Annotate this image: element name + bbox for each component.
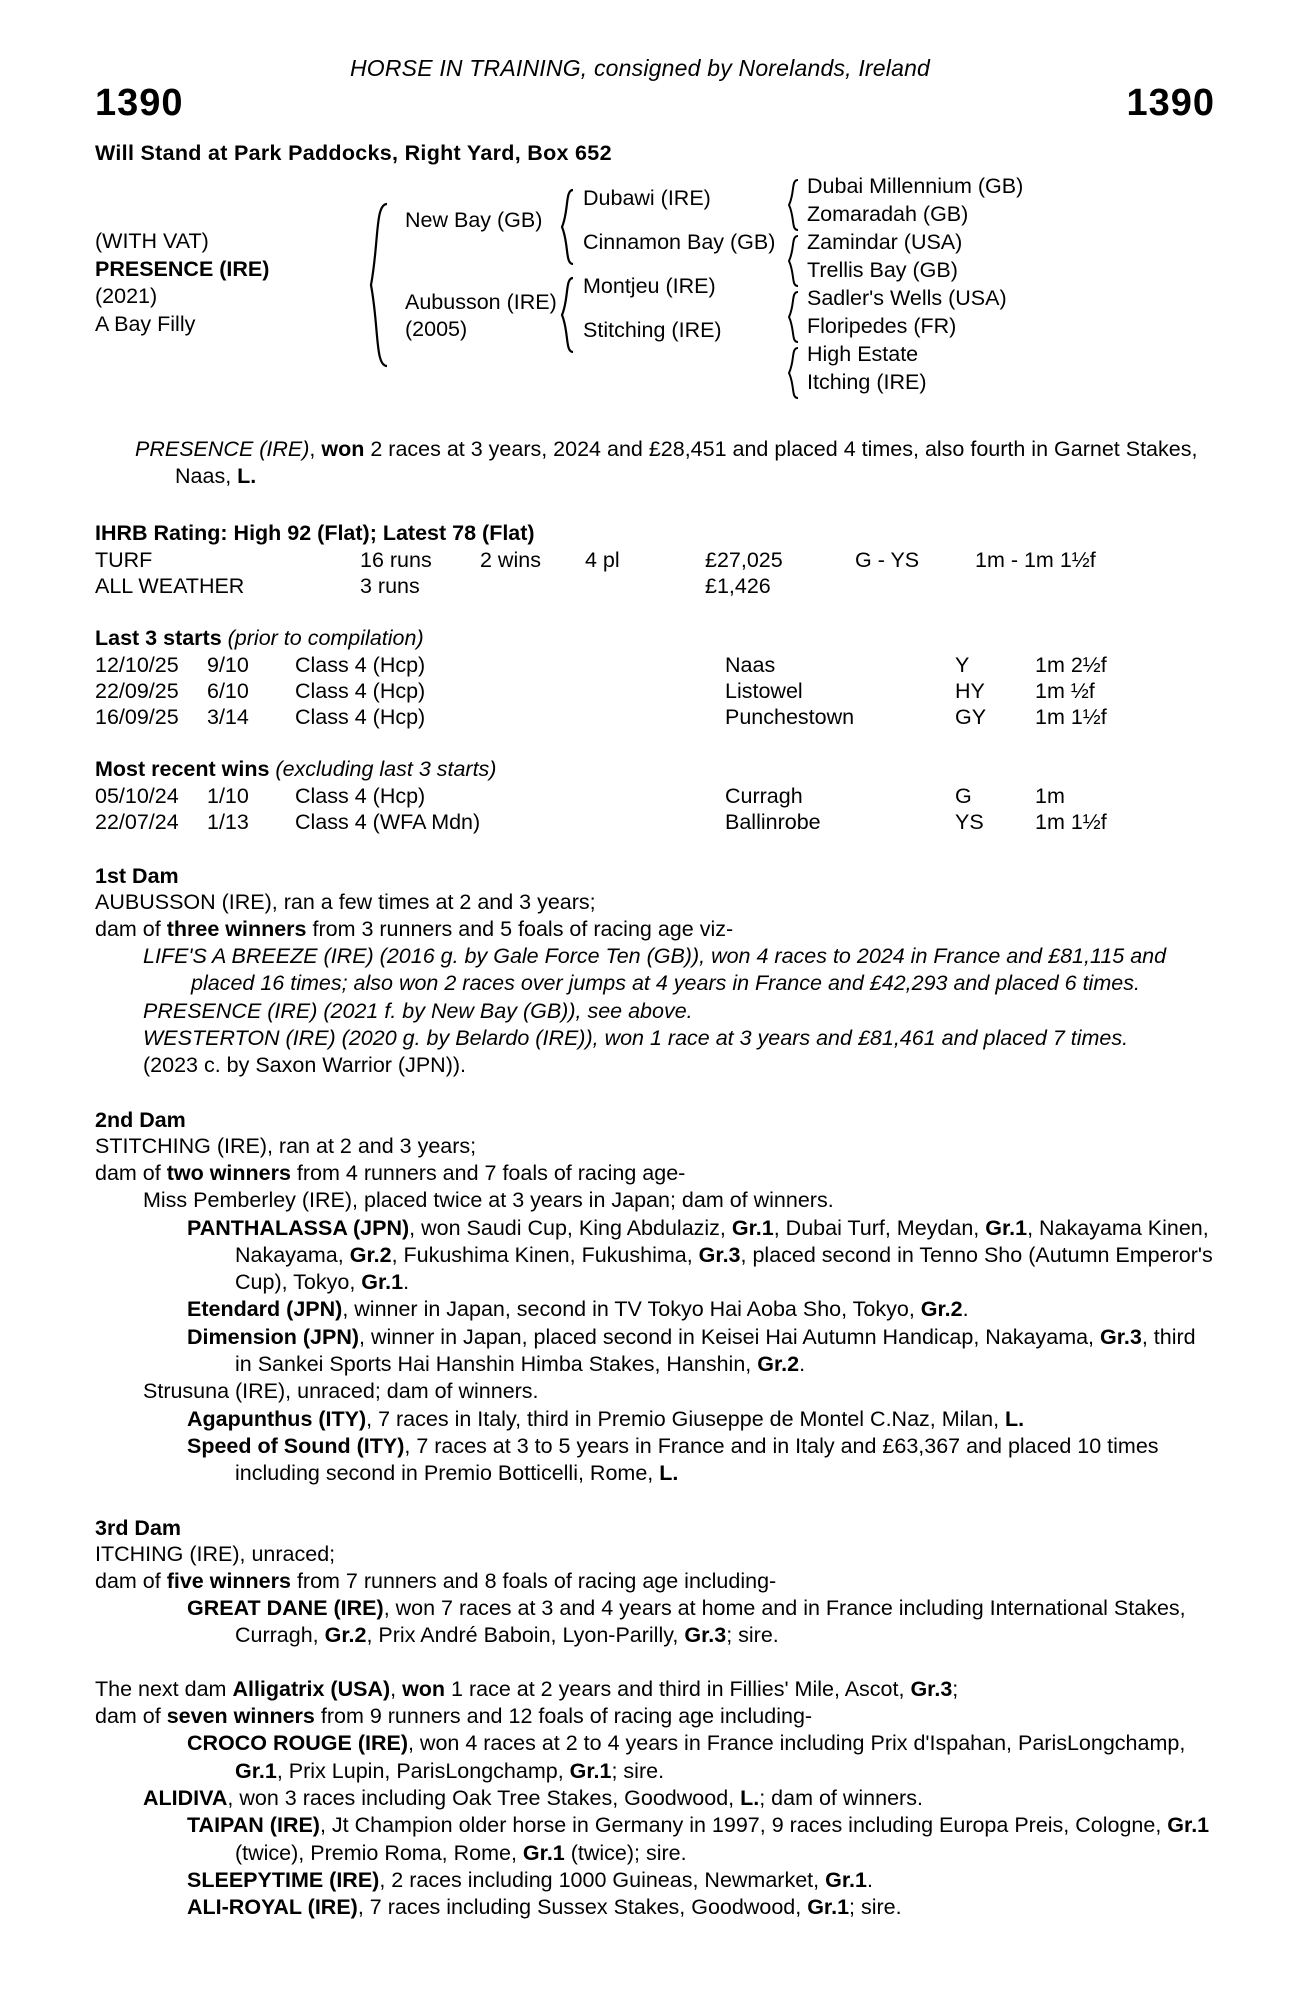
consignor-line: HORSE IN TRAINING, consigned by Norelands, Ireland [349, 55, 931, 81]
damof-post: from 4 runners and 7 foals of racing age- [290, 1160, 686, 1185]
stand-location: Will Stand at Park Paddocks, Right Yard, Box 652 [95, 141, 612, 165]
stat-earnings: £27,025 [705, 547, 783, 572]
third-dam-heading: 3rd Dam [95, 1515, 182, 1540]
summary-listed-flag: L. [237, 464, 257, 489]
vat-note: (WITH VAT) [95, 229, 209, 253]
progeny-entry [187, 1433, 1215, 1488]
brace-g4-3 [785, 290, 801, 344]
progeny-entry: Strusuna (IRE), unraced; dam of winners. [143, 1379, 539, 1404]
recent-wins-heading [95, 757, 1215, 782]
win-class: Class 4 (Hcp) [295, 783, 426, 808]
brace-g4-2 [785, 234, 801, 288]
progeny-entry [187, 1406, 1215, 1433]
g4-ancestor: Trellis Bay (GB) [807, 258, 958, 282]
table-row [95, 653, 1215, 679]
progeny-entry [187, 1296, 1215, 1323]
g4-ancestor: Itching (IRE) [807, 370, 927, 394]
damof-post: from 7 runners and 8 foals of racing age including- [290, 1568, 777, 1593]
horse-name: PRESENCE (IRE) [95, 256, 270, 281]
progeny-entry: LIFE'S A BREEZE (IRE) (2016 g. by Gale Force Ten (GB)), won 4 races to 2024 in France and £81,115 and placed 16 times; also won 2 races over jumps at 4 years in France and £42,293 and placed 6 times. [143, 944, 1167, 996]
win-class: Class 4 (WFA Mdn) [295, 809, 481, 834]
next-dam-sep: , [390, 1676, 403, 1701]
progeny-entry: (2023 c. by Saxon Warrior (JPN)). [143, 1053, 466, 1078]
stat-surface: TURF [95, 547, 153, 572]
last-three-starts-heading [95, 626, 1215, 651]
brace-sire [557, 188, 577, 266]
g4-ancestor: Zamindar (USA) [807, 230, 963, 254]
summary-text: 2 races at 3 years, 2024 and £28,451 and placed 4 times, also fourth in [364, 437, 1049, 461]
dam-sire: Montjeu (IRE) [583, 274, 716, 298]
progeny-entry [187, 1894, 1215, 1921]
first-dam-damof [95, 916, 1215, 943]
stat-placed [585, 574, 705, 600]
start-going: Y [955, 652, 970, 677]
second-dam-heading: 2nd Dam [95, 1107, 186, 1132]
stat-wins [480, 574, 585, 600]
stat-runs: 3 runs [360, 573, 420, 598]
start-class: Class 4 (Hcp) [295, 678, 426, 703]
start-distance: 1m ½f [1035, 678, 1095, 703]
dam-dam: Stitching (IRE) [583, 318, 722, 342]
progeny-entry [187, 1867, 1215, 1894]
start-course: Punchestown [725, 704, 855, 729]
start-distance: 1m 1½f [1035, 704, 1107, 729]
damof-pre: dam of [95, 1704, 167, 1729]
second-dam-intro: STITCHING (IRE), ran at 2 and 3 years; [95, 1133, 477, 1158]
progeny-entry [187, 1595, 1215, 1650]
start-date: 22/09/25 [95, 678, 179, 703]
summary-horse-name: PRESENCE (IRE) [135, 437, 310, 461]
pedigree-table [95, 174, 1215, 394]
brace-g4-1 [785, 178, 801, 232]
table-row [95, 679, 1215, 705]
win-course: Curragh [725, 783, 803, 808]
start-position: 6/10 [207, 678, 249, 703]
progeny-text: , winner in Japan, second in TV Tokyo Hai Aoba Sho, Tokyo, Gr.2. [342, 1297, 969, 1322]
damof-count: five winners [166, 1568, 291, 1593]
start-date: 12/10/25 [95, 652, 179, 677]
damof-count: two winners [166, 1160, 291, 1185]
sire-sire: Dubawi (IRE) [583, 186, 711, 210]
recent-wins-table [95, 784, 1215, 836]
progeny-entry [187, 1812, 1215, 1867]
next-dam-post: 1 race at 2 years and third in Fillies' Mile, Ascot, Gr.3; [445, 1676, 959, 1701]
start-going: GY [955, 704, 987, 729]
sire-name: New Bay (GB) [405, 208, 543, 232]
lot-number-right: 1390 [1126, 82, 1215, 124]
third-dam-intro: ITCHING (IRE), unraced; [95, 1541, 336, 1566]
progeny-text: , winner in Japan, placed second in Keisei Hai Autumn Handicap, Nakayama, Gr.3, third in Sankei Sports Hai Hanshin Himba Stakes, Hanshin, Gr.2. [235, 1324, 1196, 1377]
last-three-starts-title: Last 3 starts [95, 625, 222, 650]
foaling-year: (2021) [95, 284, 158, 309]
race-summary: PRESENCE (IRE), won 2 races at 3 years, 2024 and £28,451 and placed 4 times, also fourth in Garnet Stakes, Naas, L. [135, 437, 1198, 489]
win-going: G [955, 783, 972, 808]
progeny-text: , 2 races including 1000 Guineas, Newmarket, Gr.1. [379, 1867, 873, 1892]
progeny-entry [187, 1215, 1215, 1297]
lot-number-row [95, 82, 1215, 125]
g4-ancestor: Floripedes (FR) [807, 314, 957, 338]
win-distance: 1m [1035, 783, 1065, 808]
summary-won: won [321, 437, 365, 461]
progeny-name: CROCO ROUGE (IRE) [187, 1731, 408, 1756]
recent-wins-title: Most recent wins [95, 756, 270, 781]
win-date: 05/10/24 [95, 783, 179, 808]
pedigree-subject [95, 228, 269, 338]
progeny-text: , won 3 races including Oak Tree Stakes, Goodwood, L.; dam of winners. [227, 1785, 923, 1810]
table-row [95, 574, 1155, 600]
table-row [95, 784, 1215, 810]
rating-heading: IHRB Rating: High 92 (Flat); Latest 78 (Flat) [95, 520, 535, 545]
stat-going: G - YS [855, 547, 920, 572]
damof-count: three winners [166, 916, 307, 941]
progeny-name: PANTHALASSA (JPN) [187, 1215, 410, 1240]
start-position: 9/10 [207, 652, 249, 677]
start-distance: 1m 2½f [1035, 652, 1107, 677]
g4-ancestor: Sadler's Wells (USA) [807, 286, 1007, 310]
progeny-name: TAIPAN (IRE) [187, 1813, 320, 1838]
start-date: 16/09/25 [95, 704, 179, 729]
progeny-entry: Miss Pemberley (IRE), placed twice at 3 years in Japan; dam of winners. [143, 1188, 834, 1213]
damof-count: seven winners [166, 1704, 315, 1729]
table-row [95, 705, 1215, 731]
stat-going [855, 574, 975, 600]
next-dam-name: Alligatrix (USA) [232, 1676, 391, 1701]
progeny-name: Etendard (JPN) [187, 1297, 343, 1322]
start-position: 3/14 [207, 704, 249, 729]
progeny-entry: PRESENCE (IRE) (2021 f. by New Bay (GB)), see above. [143, 998, 693, 1023]
next-dam-won: won [402, 1676, 446, 1701]
dam-year: (2005) [405, 317, 468, 341]
progeny-text: , Jt Champion older horse in Germany in 1997, 9 races including Europa Preis, Cologne, Gr.1 (twice), Premio Roma, Rome, Gr.1 (twice); sire. [235, 1813, 1210, 1865]
progeny-entry [187, 1324, 1215, 1379]
progeny-name: Agapunthus (ITY) [187, 1406, 367, 1431]
next-dam-damof [95, 1703, 1215, 1730]
career-stats-table [95, 548, 1155, 600]
stat-wins: 2 wins [480, 547, 541, 572]
damof-pre: dam of [95, 1160, 167, 1185]
brace-dam [557, 276, 577, 354]
start-course: Listowel [725, 678, 803, 703]
win-position: 1/13 [207, 809, 249, 834]
next-dam-line [95, 1676, 1215, 1703]
third-dam-damof [95, 1568, 1215, 1595]
stat-surface: ALL WEATHER [95, 573, 245, 598]
progeny-name: ALIDIVA [143, 1785, 228, 1810]
win-date: 22/07/24 [95, 809, 179, 834]
start-going: HY [955, 678, 985, 703]
win-distance: 1m 1½f [1035, 809, 1107, 834]
stat-distance: 1m - 1m 1½f [975, 547, 1096, 572]
brace-gen1 [365, 202, 391, 368]
progeny-name: ALI-ROYAL (IRE) [187, 1895, 358, 1920]
last-three-starts-table [95, 653, 1215, 731]
progeny-entry: WESTERTON (IRE) (2020 g. by Belardo (IRE)), won 1 race at 3 years and £81,461 and placed 7 times. [143, 1026, 1129, 1051]
win-position: 1/10 [207, 783, 249, 808]
progeny-entry [187, 1730, 1215, 1785]
table-row [95, 548, 1155, 574]
progeny-text: , 7 races including Sussex Stakes, Goodwood, Gr.1; sire. [357, 1895, 902, 1920]
g4-ancestor: Zomaradah (GB) [807, 202, 969, 226]
start-class: Class 4 (Hcp) [295, 652, 426, 677]
first-dam-heading: 1st Dam [95, 863, 179, 888]
progeny-name: GREAT DANE (IRE) [187, 1596, 384, 1621]
horse-description: A Bay Filly [95, 311, 196, 336]
progeny-text: , won Saudi Cup, King Abdulaziz, Gr.1, Dubai Turf, Meydan, Gr.1, Nakayama Kinen, Nakayama, Gr.2, Fukushima Kinen, Fukushima, Gr.3, placed second in Tenno Sho (Autumn Emperor's Cup), Tokyo, Gr.1. [235, 1215, 1213, 1295]
table-row [95, 810, 1215, 836]
progeny-text: , 7 races at 3 to 5 years in France and in Italy and £63,367 and placed 10 times including second in Premio Botticelli, Rome, L. [235, 1433, 1159, 1486]
progeny-text: , won 7 races at 3 and 4 years at home and in France including International Stakes, Curragh, Gr.2, Prix André Baboin, Lyon-Parilly, Gr.3; sire. [235, 1596, 1186, 1648]
win-going: YS [955, 809, 984, 834]
damof-post: from 3 runners and 5 foals of racing age viz- [306, 916, 734, 941]
damof-post: from 9 runners and 12 foals of racing age including- [314, 1704, 813, 1729]
stat-earnings: £1,426 [705, 573, 771, 598]
progeny-name: Speed of Sound (ITY) [187, 1433, 405, 1458]
progeny-text: , won 4 races at 2 to 4 years in France including Prix d'Ispahan, ParisLongchamp, Gr.1, Prix Lupin, ParisLongchamp, Gr.1; sire. [235, 1731, 1186, 1783]
damof-pre: dam of [95, 916, 167, 941]
summary-text-2: Garnet Stakes, Naas, [175, 437, 1198, 489]
dam-name: Aubusson (IRE) [405, 290, 557, 314]
progeny-entry [143, 1785, 1215, 1812]
start-class: Class 4 (Hcp) [295, 704, 426, 729]
second-dam-damof [95, 1160, 1215, 1187]
start-course: Naas [725, 652, 776, 677]
win-course: Ballinrobe [725, 809, 821, 834]
stat-placed: 4 pl [585, 547, 620, 572]
g4-ancestor: High Estate [807, 342, 919, 366]
first-dam-intro: AUBUSSON (IRE), ran a few times at 2 and 3 years; [95, 889, 596, 914]
next-dam-pre: The next dam [95, 1676, 233, 1701]
progeny-name: SLEEPYTIME (IRE) [187, 1867, 380, 1892]
lot-number-left: 1390 [95, 82, 184, 124]
g4-ancestor: Dubai Millennium (GB) [807, 174, 1024, 198]
damof-pre: dam of [95, 1568, 167, 1593]
progeny-name: Dimension (JPN) [187, 1324, 360, 1349]
stat-distance [975, 574, 1155, 600]
stat-runs: 16 runs [360, 547, 432, 572]
progeny-text: , 7 races in Italy, third in Premio Giuseppe de Montel C.Naz, Milan, L. [366, 1406, 1025, 1431]
recent-wins-note: (excluding last 3 starts) [269, 756, 497, 781]
last-three-starts-note: (prior to compilation) [221, 625, 424, 650]
brace-g4-4 [785, 346, 801, 400]
sire-dam: Cinnamon Bay (GB) [583, 230, 776, 254]
